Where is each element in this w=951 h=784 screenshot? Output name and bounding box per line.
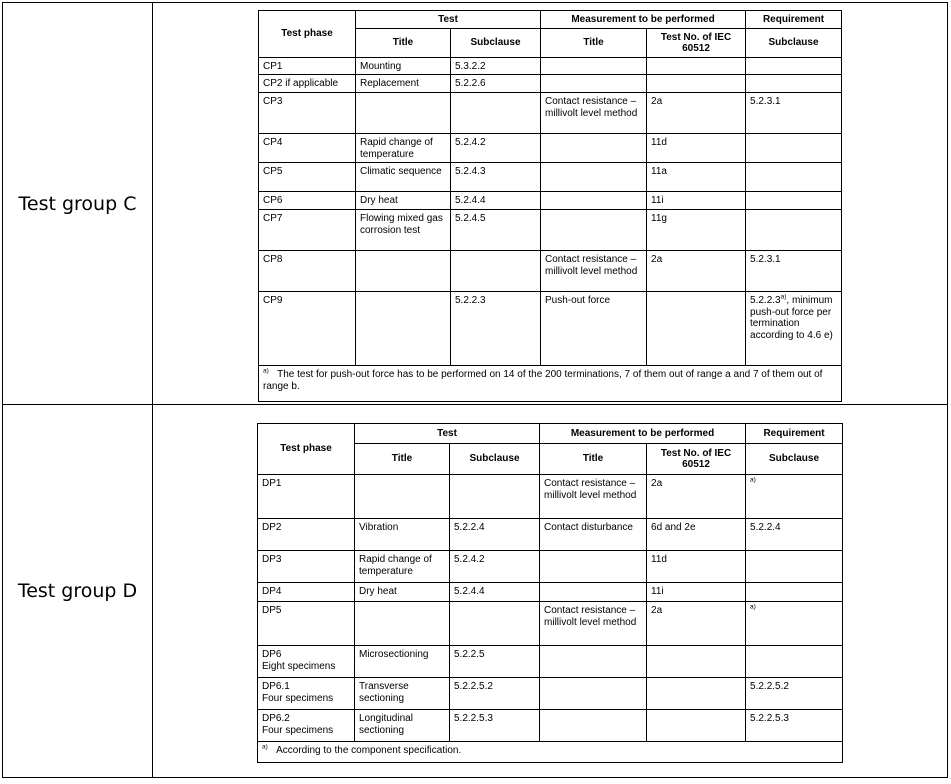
header-subclause: Subclause <box>451 29 541 58</box>
cell-phase: DP2 <box>258 519 355 551</box>
cell-phase: CP4 <box>259 134 356 163</box>
header-title: Title <box>356 29 451 58</box>
cell-phase: CP9 <box>259 292 356 366</box>
cell-title: Climatic sequence <box>356 163 451 192</box>
test-group-d-table <box>257 423 843 763</box>
cell-title: Flowing mixed gas corrosion test <box>356 210 451 251</box>
group-divider <box>2 404 948 405</box>
cell-phase: CP2 if applicable <box>259 75 356 93</box>
table-row <box>259 134 842 163</box>
group-c-label: Test group C <box>18 193 137 215</box>
cell-testno: 11i <box>647 583 746 602</box>
table-row <box>259 58 842 75</box>
cell-subclause <box>450 475 540 519</box>
cell-meas <box>540 710 647 742</box>
cell-title: Mounting <box>356 58 451 75</box>
cell-meas <box>540 646 647 678</box>
header-test-phase: Test phase <box>259 11 356 58</box>
cell-phase: DP1 <box>258 475 355 519</box>
cell-meas <box>540 583 647 602</box>
cell-title <box>355 475 450 519</box>
cell-meas: Contact resistance – millivolt level method <box>540 602 647 646</box>
cell-subclause: 5.2.4.3 <box>451 163 541 192</box>
cell-title <box>356 292 451 366</box>
table-row <box>258 710 843 742</box>
cell-subclause: 5.2.2.5 <box>450 646 540 678</box>
table-row <box>258 551 843 583</box>
table-row <box>259 93 842 134</box>
cell-subclause: 5.2.2.3 <box>451 292 541 366</box>
cell-req <box>746 551 843 583</box>
footnote-marker: a) <box>750 603 756 611</box>
cell-title: Rapid change of temperature <box>355 551 450 583</box>
cell-req <box>746 583 843 602</box>
cell-meas <box>541 134 647 163</box>
cell-subclause: 5.2.4.2 <box>450 551 540 583</box>
cell-meas <box>540 551 647 583</box>
cell-req: 5.2.2.5.3 <box>746 710 843 742</box>
cell-meas <box>541 58 647 75</box>
cell-meas <box>541 210 647 251</box>
cell-title: Microsectioning <box>355 646 450 678</box>
cell-testno: 11i <box>647 192 746 210</box>
cell-testno: 2a <box>647 251 746 292</box>
cell-meas <box>541 75 647 93</box>
footnote-marker: a) <box>750 476 756 484</box>
cell-req: 5.2.3.1 <box>746 93 842 134</box>
column-divider <box>152 2 153 778</box>
table-row <box>258 583 843 602</box>
header-test: Test <box>356 11 541 29</box>
cell-phase <box>258 646 355 678</box>
table-row <box>258 475 843 519</box>
phase-id: DP6.1 <box>262 681 290 692</box>
cell-subclause: 5.2.4.4 <box>451 192 541 210</box>
cell-phase: CP6 <box>259 192 356 210</box>
header-test-phase: Test phase <box>258 424 355 475</box>
cell-testno <box>647 75 746 93</box>
table-row <box>258 519 843 551</box>
table-row <box>259 163 842 192</box>
cell-phase <box>258 710 355 742</box>
cell-subclause: 5.3.2.2 <box>451 58 541 75</box>
cell-subclause <box>451 93 541 134</box>
cell-subclause: 5.2.4.4 <box>450 583 540 602</box>
table-row <box>259 75 842 93</box>
cell-testno: 6d and 2e <box>647 519 746 551</box>
header-req-subclause: Subclause <box>746 29 842 58</box>
cell-meas: Contact resistance – millivolt level method <box>541 251 647 292</box>
cell-req <box>746 163 842 192</box>
cell-testno: 2a <box>647 93 746 134</box>
header-test-no: Test No. of IEC 60512 <box>647 444 746 475</box>
cell-testno: 11d <box>647 134 746 163</box>
phase-note: Four specimens <box>262 724 334 736</box>
cell-testno: 2a <box>647 602 746 646</box>
phase-note: Four specimens <box>262 692 334 704</box>
header-measurement: Measurement to be performed <box>540 424 746 444</box>
cell-title: Replacement <box>356 75 451 93</box>
cell-subclause: 5.2.2.5.2 <box>450 678 540 710</box>
cell-req <box>746 602 843 646</box>
req-detail: , minimum push-out force per termination according to 4.6 e) <box>750 295 833 341</box>
cell-req: 5.2.2.4 <box>746 519 843 551</box>
header-req-subclause: Subclause <box>746 444 843 475</box>
cell-subclause: 5.2.2.4 <box>450 519 540 551</box>
cell-meas: Contact resistance – millivolt level method <box>540 475 647 519</box>
cell-req: 5.2.3.1 <box>746 251 842 292</box>
cell-phase: DP5 <box>258 602 355 646</box>
table-row <box>258 602 843 646</box>
header-meas-title: Title <box>540 444 647 475</box>
phase-id: DP6 <box>262 649 282 660</box>
cell-phase: CP3 <box>259 93 356 134</box>
cell-testno: 11g <box>647 210 746 251</box>
cell-req <box>746 192 842 210</box>
cell-subclause: 5.2.4.5 <box>451 210 541 251</box>
cell-phase: CP7 <box>259 210 356 251</box>
cell-testno <box>647 678 746 710</box>
cell-title: Dry heat <box>355 583 450 602</box>
cell-testno <box>647 58 746 75</box>
cell-req <box>746 210 842 251</box>
footnote-text: The test for push-out force has to be performed on 14 of the 200 terminations, 7 of them out of range a and 7 of them out of range b. <box>263 369 823 392</box>
req-value: 5.2.2.3 <box>750 295 781 306</box>
cell-phase: DP3 <box>258 551 355 583</box>
cell-req <box>746 58 842 75</box>
cell-title: Rapid change of temperature <box>356 134 451 163</box>
header-measurement: Measurement to be performed <box>541 11 746 29</box>
cell-title <box>356 93 451 134</box>
cell-req <box>746 75 842 93</box>
header-subclause: Subclause <box>450 444 540 475</box>
cell-title <box>355 602 450 646</box>
cell-req <box>746 134 842 163</box>
header-meas-title: Title <box>541 29 647 58</box>
cell-testno: 11d <box>647 551 746 583</box>
footnote-marker: a) <box>263 367 269 375</box>
cell-meas: Contact disturbance <box>540 519 647 551</box>
cell-phase: CP5 <box>259 163 356 192</box>
footnote-marker: a) <box>780 293 787 301</box>
header-requirement: Requirement <box>746 11 842 29</box>
test-group-c-table <box>258 10 842 402</box>
cell-title: Vibration <box>355 519 450 551</box>
cell-meas <box>540 678 647 710</box>
header-test-no: Test No. of IEC 60512 <box>647 29 746 58</box>
cell-req <box>746 646 843 678</box>
cell-title: Transverse sectioning <box>355 678 450 710</box>
cell-req <box>746 475 843 519</box>
table-row <box>258 678 843 710</box>
phase-note: Eight specimens <box>262 660 336 672</box>
cell-req: 5.2.2.5.2 <box>746 678 843 710</box>
cell-testno <box>647 710 746 742</box>
footnote-text: According to the component specification. <box>276 745 462 756</box>
cell-testno: 11a <box>647 163 746 192</box>
phase-id: DP6.2 <box>262 713 290 724</box>
cell-title: Dry heat <box>356 192 451 210</box>
cell-phase: CP1 <box>259 58 356 75</box>
footnote-marker: a) <box>262 743 268 751</box>
cell-subclause: 5.2.2.6 <box>451 75 541 93</box>
cell-phase: DP4 <box>258 583 355 602</box>
cell-meas: Push-out force <box>541 292 647 366</box>
table-row <box>259 292 842 366</box>
cell-subclause: 5.2.2.5.3 <box>450 710 540 742</box>
cell-phase: CP8 <box>259 251 356 292</box>
cell-title <box>356 251 451 292</box>
cell-testno <box>647 292 746 366</box>
group-d-label: Test group D <box>17 580 138 602</box>
table-footnote <box>259 366 842 402</box>
table-row <box>258 646 843 678</box>
cell-meas: Contact resistance – millivolt level method <box>541 93 647 134</box>
cell-subclause <box>451 251 541 292</box>
table-row <box>259 210 842 251</box>
header-test: Test <box>355 424 540 444</box>
cell-phase <box>258 678 355 710</box>
cell-subclause <box>450 602 540 646</box>
cell-meas <box>541 163 647 192</box>
cell-testno: 2a <box>647 475 746 519</box>
cell-meas <box>541 192 647 210</box>
cell-req <box>746 292 842 366</box>
cell-title: Longitudinal sectioning <box>355 710 450 742</box>
table-footnote <box>258 742 843 763</box>
header-title: Title <box>355 444 450 475</box>
table-row <box>259 251 842 292</box>
header-requirement: Requirement <box>746 424 843 444</box>
cell-testno <box>647 646 746 678</box>
cell-subclause: 5.2.4.2 <box>451 134 541 163</box>
table-row <box>259 192 842 210</box>
